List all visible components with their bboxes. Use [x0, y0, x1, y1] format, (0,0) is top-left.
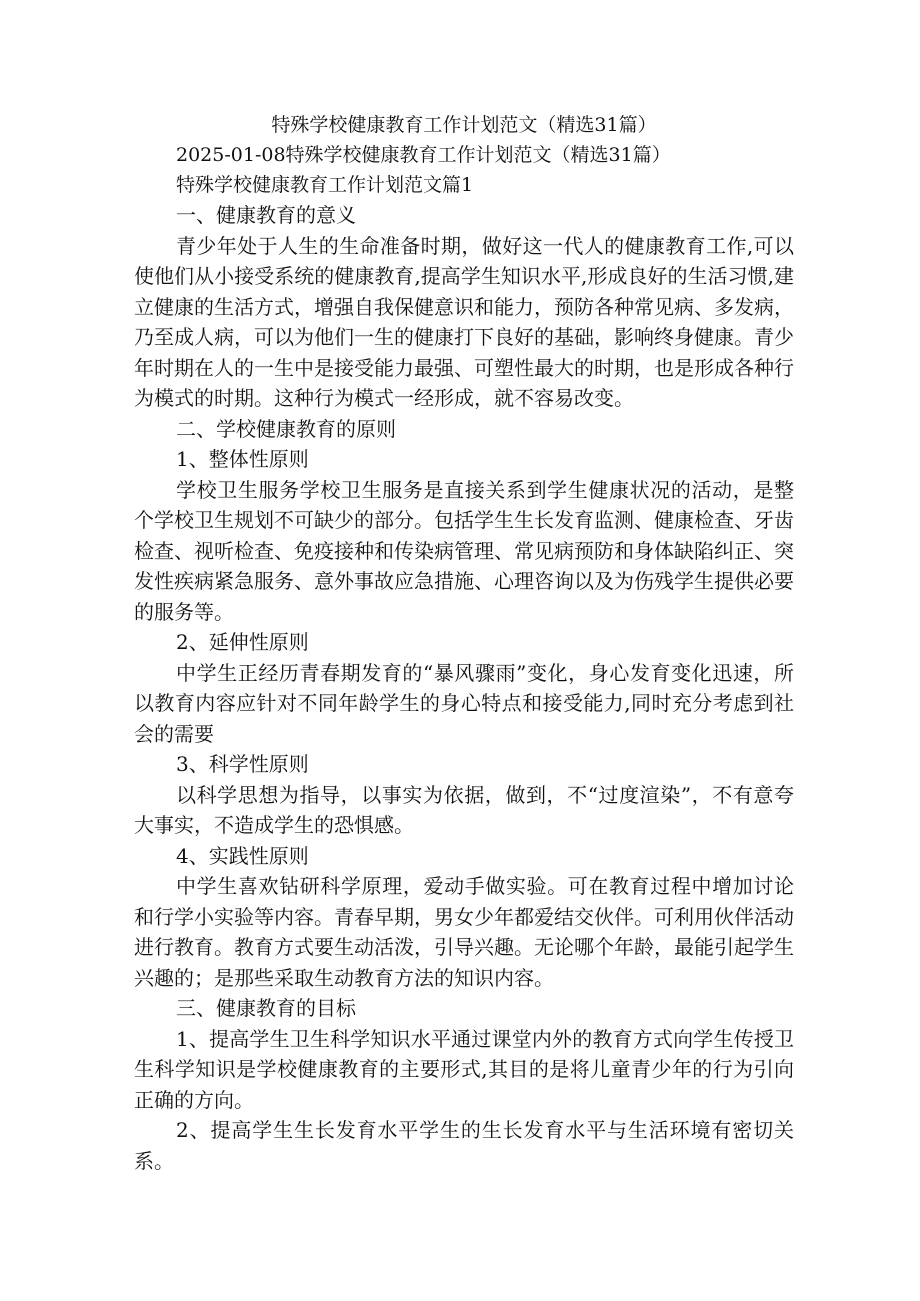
subheading-principle-1: 1、整体性原则	[176, 447, 309, 471]
paragraph-principle-4: 中学生喜欢钻研科学原理，爱动手做实验。可在教育过程中增加讨论和行学小实验等内容。青春早期，男女少年都爱结交伙伴。可利用伙伴活动进行教育。教育方式要生动活泼，引导兴趣。无论哪个年龄，最能引起学生兴趣的；是那些采取生动教育方法的知识内容。	[134, 874, 794, 990]
section-heading-goals: 三、健康教育的目标	[176, 996, 356, 1020]
section-heading-meaning: 一、健康教育的意义	[176, 203, 356, 227]
document-body	[134, 110, 794, 1176]
paragraph-principle-3: 以科学思想为指导，以事实为依据，做到，不“过度渲染”，不有意夸大事实，不造成学生的恐惧感。	[134, 782, 794, 837]
paragraph-principle-2: 中学生正经历青春期发育的“暴风骤雨”变化，身心发育变化迅速，所以教育内容应针对不同年龄学生的身心特点和接受能力,同时充分考虑到社会的需要	[134, 660, 794, 746]
dateline: 2025-01-08特殊学校健康教育工作计划范文（精选31篇）	[176, 144, 671, 166]
paragraph-principle-1: 学校卫生服务学校卫生服务是直接关系到学生健康状况的活动，是整个学校卫生规划不可缺少的部分。包括学生生长发育监测、健康检查、牙齿检查、视听检查、免疫接种和传染病管理、常见病预防和身体缺陷纠正、突发性疾病紧急服务、意外事故应急措施、心理咨询以及为伤残学生提供必要的服务等。	[134, 477, 794, 624]
article-title: 特殊学校健康教育工作计划范文篇1	[176, 174, 474, 196]
document-title: 特殊学校健康教育工作计划范文（精选31篇）	[271, 114, 657, 136]
subheading-principle-2: 2、延伸性原则	[176, 630, 309, 654]
paragraph-goal-2: 2、提高学生生长发育水平学生的生长发育水平与生活环境有密切关系。	[134, 1118, 794, 1173]
paragraph-meaning: 青少年处于人生的生命准备时期，做好这一代人的健康教育工作,可以使他们从小接受系统的健康教育,提高学生知识水平,形成良好的生活习惯,建立健康的生活方式，增强自我保健意识和能力，预防各种常见病、多发病，乃至成人病，可以为他们一生的健康打下良好的基础，影响终身健康。青少年时期在人的一生中是接受能力最强、可塑性最大的时期，也是形成各种行为模式的时期。这种行为模式一经形成，就不容易改变。	[134, 233, 794, 410]
subheading-principle-4: 4、实践性原则	[176, 843, 309, 868]
paragraph-goal-1: 1、提高学生卫生科学知识水平通过课堂内外的教育方式向学生传授卫生科学知识是学校健康教育的主要形式,其目的是将儿童青少年的行为引向正确的方向。	[134, 1026, 794, 1112]
subheading-principle-3: 3、科学性原则	[176, 752, 309, 776]
section-heading-principles: 二、学校健康教育的原则	[176, 416, 396, 441]
